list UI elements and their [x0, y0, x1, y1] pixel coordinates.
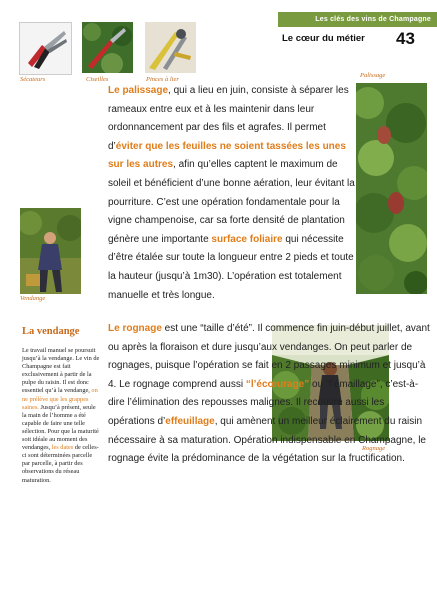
vendange-image — [20, 208, 81, 294]
keyword-palissage: Le palissage — [108, 85, 169, 96]
keyword-rognage: Le rognage — [108, 323, 162, 334]
text: Jusqu’à présent, seule la main de l’homme a été capable de faire une telle sélection. Pour que la maturité soit idéale au moment des vendanges, — [22, 403, 99, 452]
text: Le travail manuel se poursuit jusqu’à la vendange. Le vin de Champagne est fait exclusivement à partir de la pulpe du raisin. Il est donc essentiel qu’à la vendange, — [22, 347, 100, 395]
palissage-image — [356, 83, 427, 294]
keyword-surface-foliaire: surface foliaire — [211, 233, 283, 245]
header-band: Les clés des vins de Champagne — [278, 12, 437, 27]
rognage-caption: Rognage — [362, 445, 386, 452]
text: , qui amènent un meilleur éclairement du raisin nécessaire à sa maturation. Opération indispensable en Champagne, le rognage évite la prédominance de la végétation sur la fructification. — [108, 415, 426, 465]
text: , qui a lieu en juin, consiste à séparer les rameaux entre eux et à les maintenir dans leur ordonnancement par des fils et agrafes. Il permet d’ — [108, 85, 349, 152]
page-number: 43 — [396, 29, 415, 48]
text: , afin qu’elles captent le maximum de soleil et bénéficient d’une bonne aération, leur évitant la pourriture. C’est une opération fondamentale pour la vigne champenoise, car sa forte densité de plantation génère une importante — [108, 159, 355, 245]
pinces-caption: Pinces à lier — [146, 76, 179, 83]
section-title: Le cœur du métier — [282, 33, 365, 44]
text: est une “taille d’été”. Il commence fin juin-début juillet, avant ou après la floraison et dure jusqu’aux vendanges. On peut parler de rognages, puisque l’opération se fait en 2 passages minimum et jusqu’à 4. Le rognage comprend aussi — [108, 323, 430, 390]
palissage-caption: Palissage — [360, 72, 386, 79]
pinces-photo — [145, 22, 196, 73]
vendange-photo — [20, 208, 81, 294]
keyword-eviter: éviter que les feuilles ne soient tassées les unes sur les autres — [108, 140, 346, 171]
text: qui nécessite d’être étalée sur toute la longueur entre 2 pieds et toute la hauteur (jusqu’à 1m30). L’opération est totalement manuelle et très longue. — [108, 233, 354, 301]
sidebar-title: La vendange — [22, 326, 80, 337]
secateurs-photo — [19, 22, 72, 75]
rognage-paragraph — [108, 320, 430, 469]
sidebar-highlight-dates: les dates — [51, 444, 74, 452]
secateurs-caption: Sécateurs — [20, 76, 46, 83]
ciseilles-caption: Ciseilles — [86, 76, 109, 83]
keyword-ecoeurage: “l’écœurage” — [245, 378, 310, 390]
ciseilles-image — [82, 22, 133, 73]
pinces-image — [145, 22, 196, 73]
secateurs-image — [20, 23, 71, 74]
palissage-paragraph — [108, 82, 360, 305]
palissage-photo — [356, 83, 427, 294]
sidebar-text — [22, 347, 100, 485]
text: ou “l’émaillage”, c’est-à-dire l’élimination des repousses malignes. Il recouvre aussi les opérations d’ — [108, 378, 419, 427]
keyword-effeuillage: effeuillage — [165, 415, 215, 427]
sidebar-highlight-grappes: on ne prélève que les grappes saines. — [22, 387, 98, 411]
text: de celles-ci sont déterminées parcelle par parcelle, à partir des observations du réseau maturation. — [22, 444, 99, 484]
vendange-caption: Vendange — [20, 295, 46, 302]
ciseilles-photo — [82, 22, 133, 73]
